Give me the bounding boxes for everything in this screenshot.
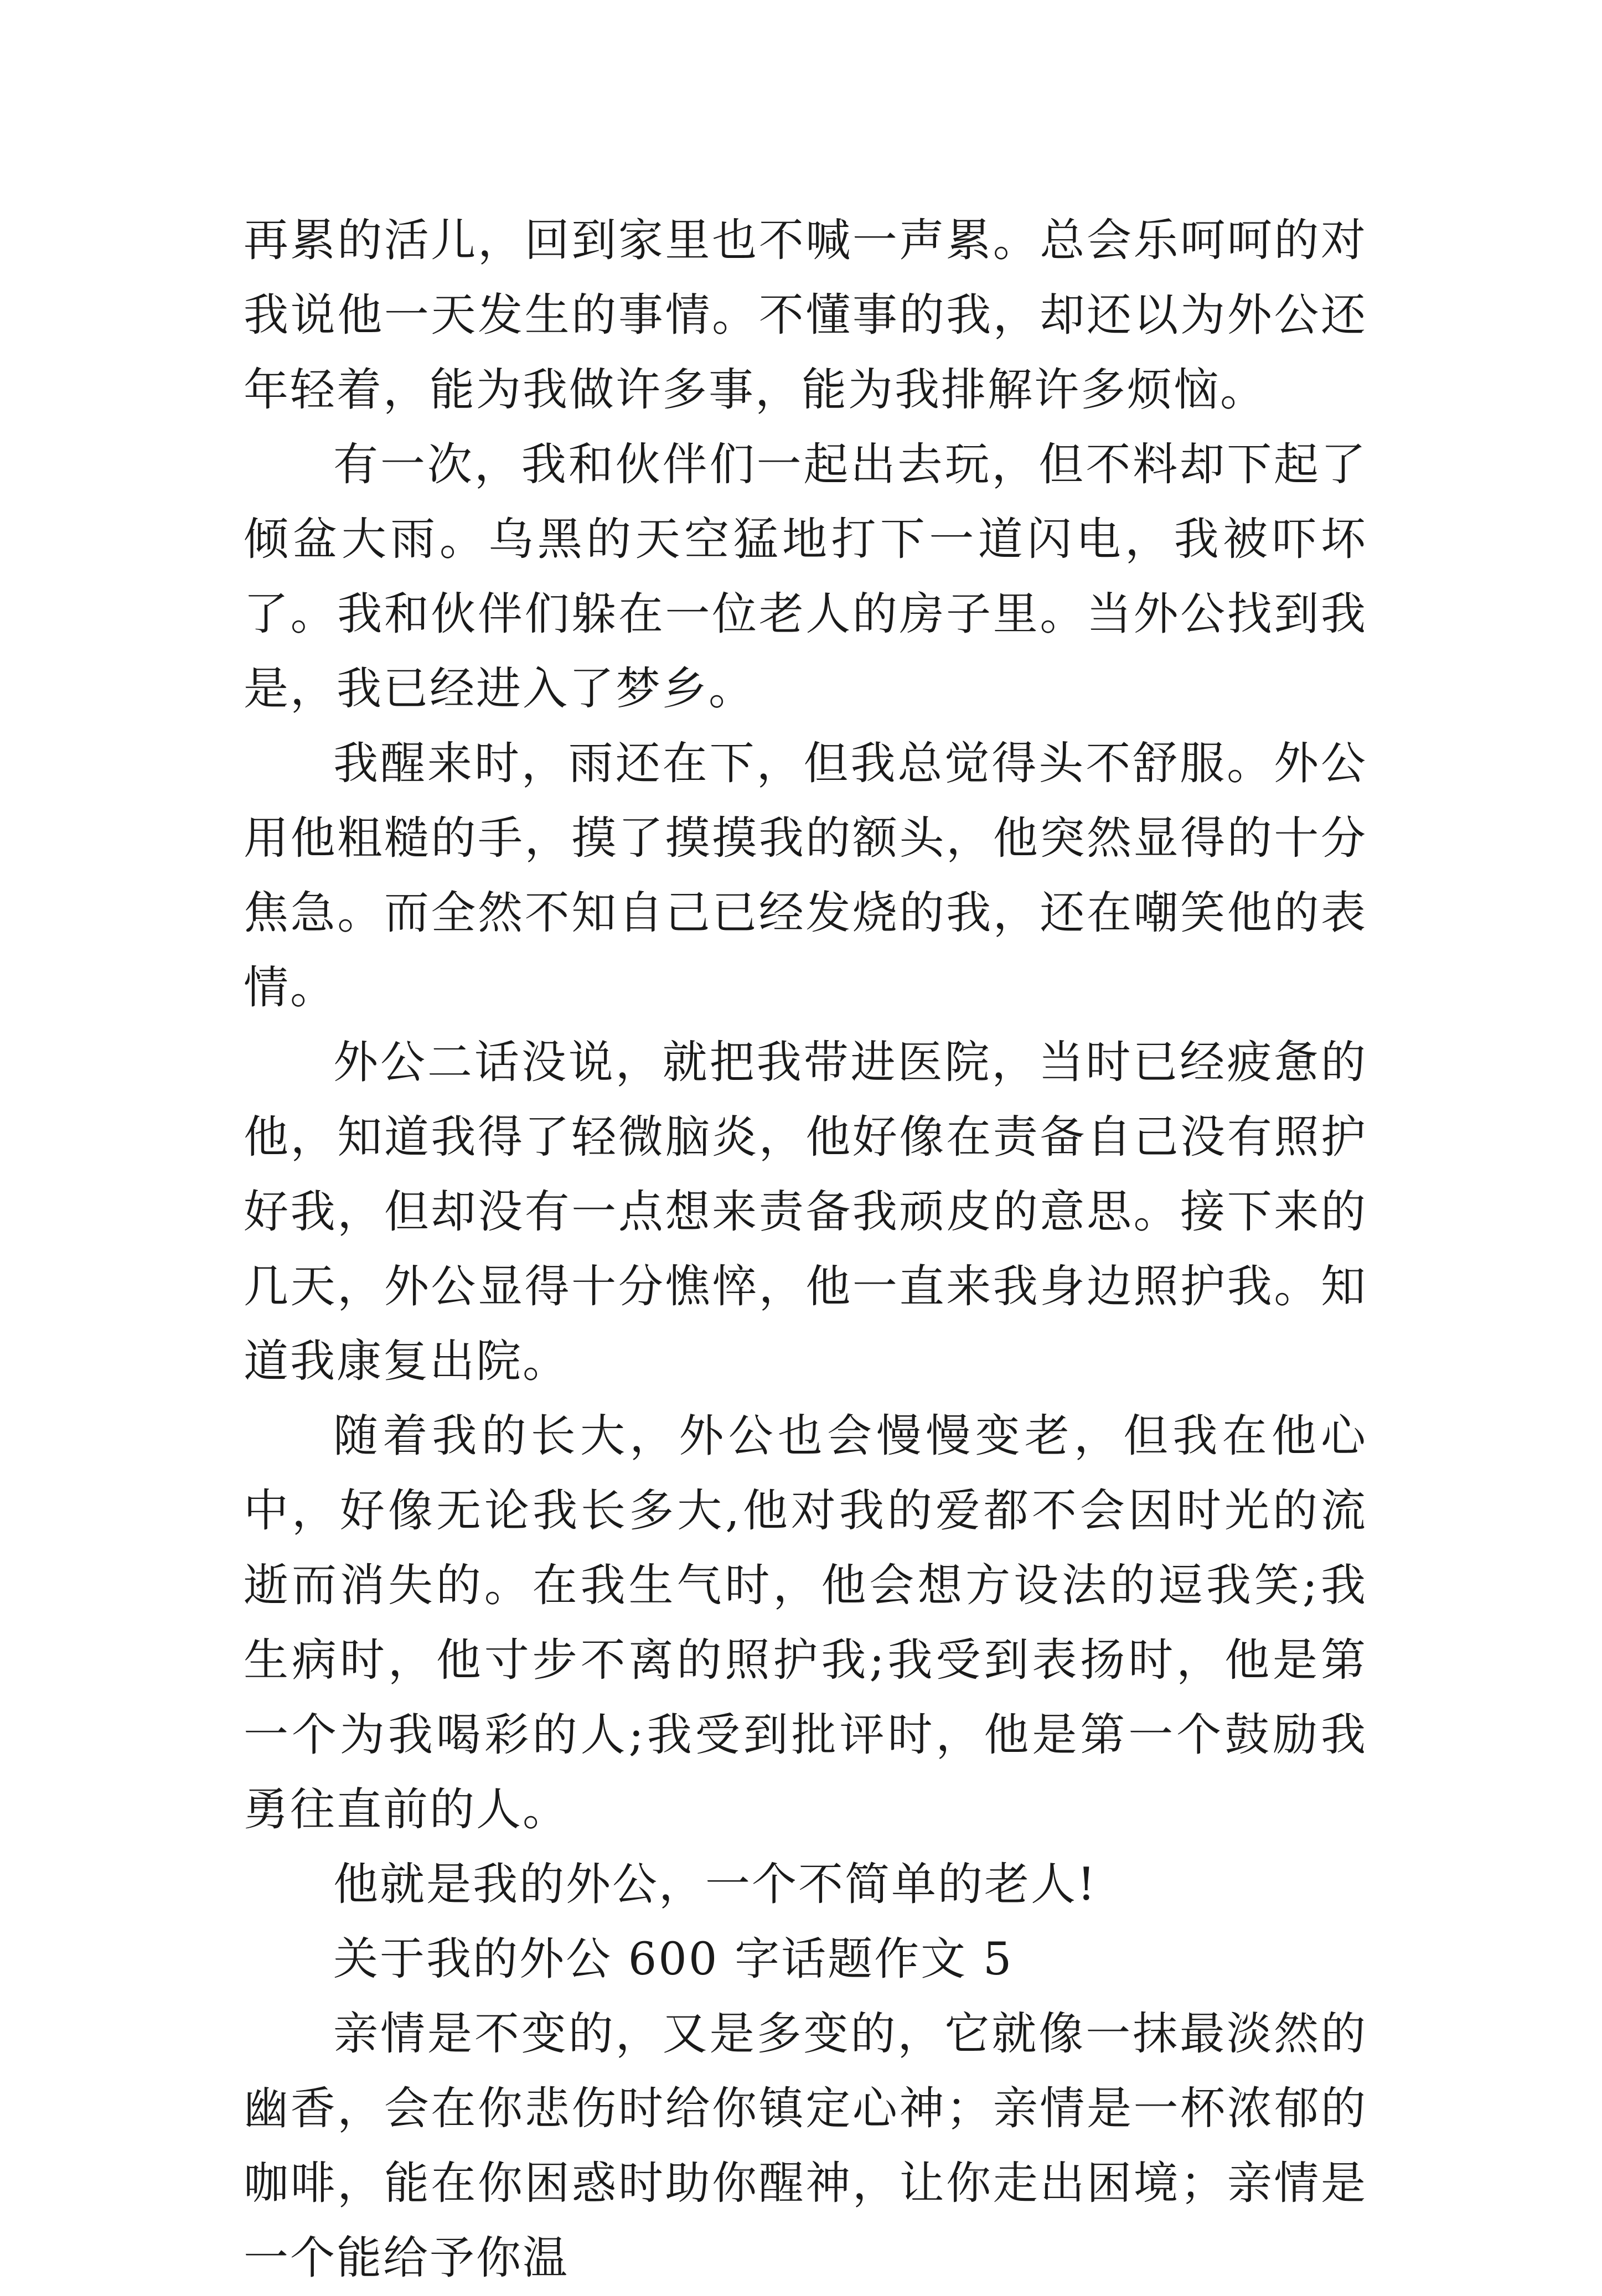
paragraph-2: 有一次，我和伙伴们一起出去玩，但不料却下起了倾盆大雨。乌黑的天空猛地打下一道闪电，我被吓坏了。我和伙伴们躲在一位老人的房子里。当外公找到我是，我已经进入了梦乡。: [244, 439, 1367, 715]
paragraph-1: 再累的活儿，回到家里也不喊一声累。总会乐呵呵的对我说他一天发生的事情。不懂事的我，却还以为外公还年轻着，能为我做许多事，能为我排解许多烦恼。: [244, 215, 1367, 416]
section-heading: 关于我的外公 600 字话题作文 5: [333, 1933, 1014, 1985]
paragraph-3: 我醒来时，雨还在下，但我总觉得头不舒服。外公用他粗糙的手，摸了摸摸我的额头，他突然显得的十分焦急。而全然不知自己已经发烧的我，还在嘲笑他的表情。: [244, 738, 1367, 1014]
paragraph-7: 亲情是不变的，又是多变的，它就像一抹最淡然的幽香，会在你悲伤时给你镇定心神；亲情是一杯浓郁的咖啡，能在你困惑时助你醒神，让你走出困境；亲情是一个能给予你温: [244, 2008, 1367, 2284]
paragraph-4: 外公二话没说，就把我带进医院，当时已经疲惫的他，知道我得了轻微脑炎，他好像在责备自己没有照护好我，但却没有一点想来责备我顽皮的意思。接下来的几天，外公显得十分憔悴，他一直来我身边照护我。知道我康复出院。: [244, 1037, 1367, 1388]
paragraph-5: 随着我的长大，外公也会慢慢变老，但我在他心中，好像无论我长多大,他对我的爱都不会因时光的流逝而消失的。在我生气时，他会想方设法的逗我笑;我生病时，他寸步不离的照护我;我受到表扬时，他是第一个为我喝彩的人;我受到批评时，他是第一个鼓励我勇往直前的人。: [244, 1410, 1367, 1836]
paragraph-6: 他就是我的外公，一个不简单的老人!: [333, 1859, 1097, 1911]
document-body: [244, 204, 1367, 2296]
